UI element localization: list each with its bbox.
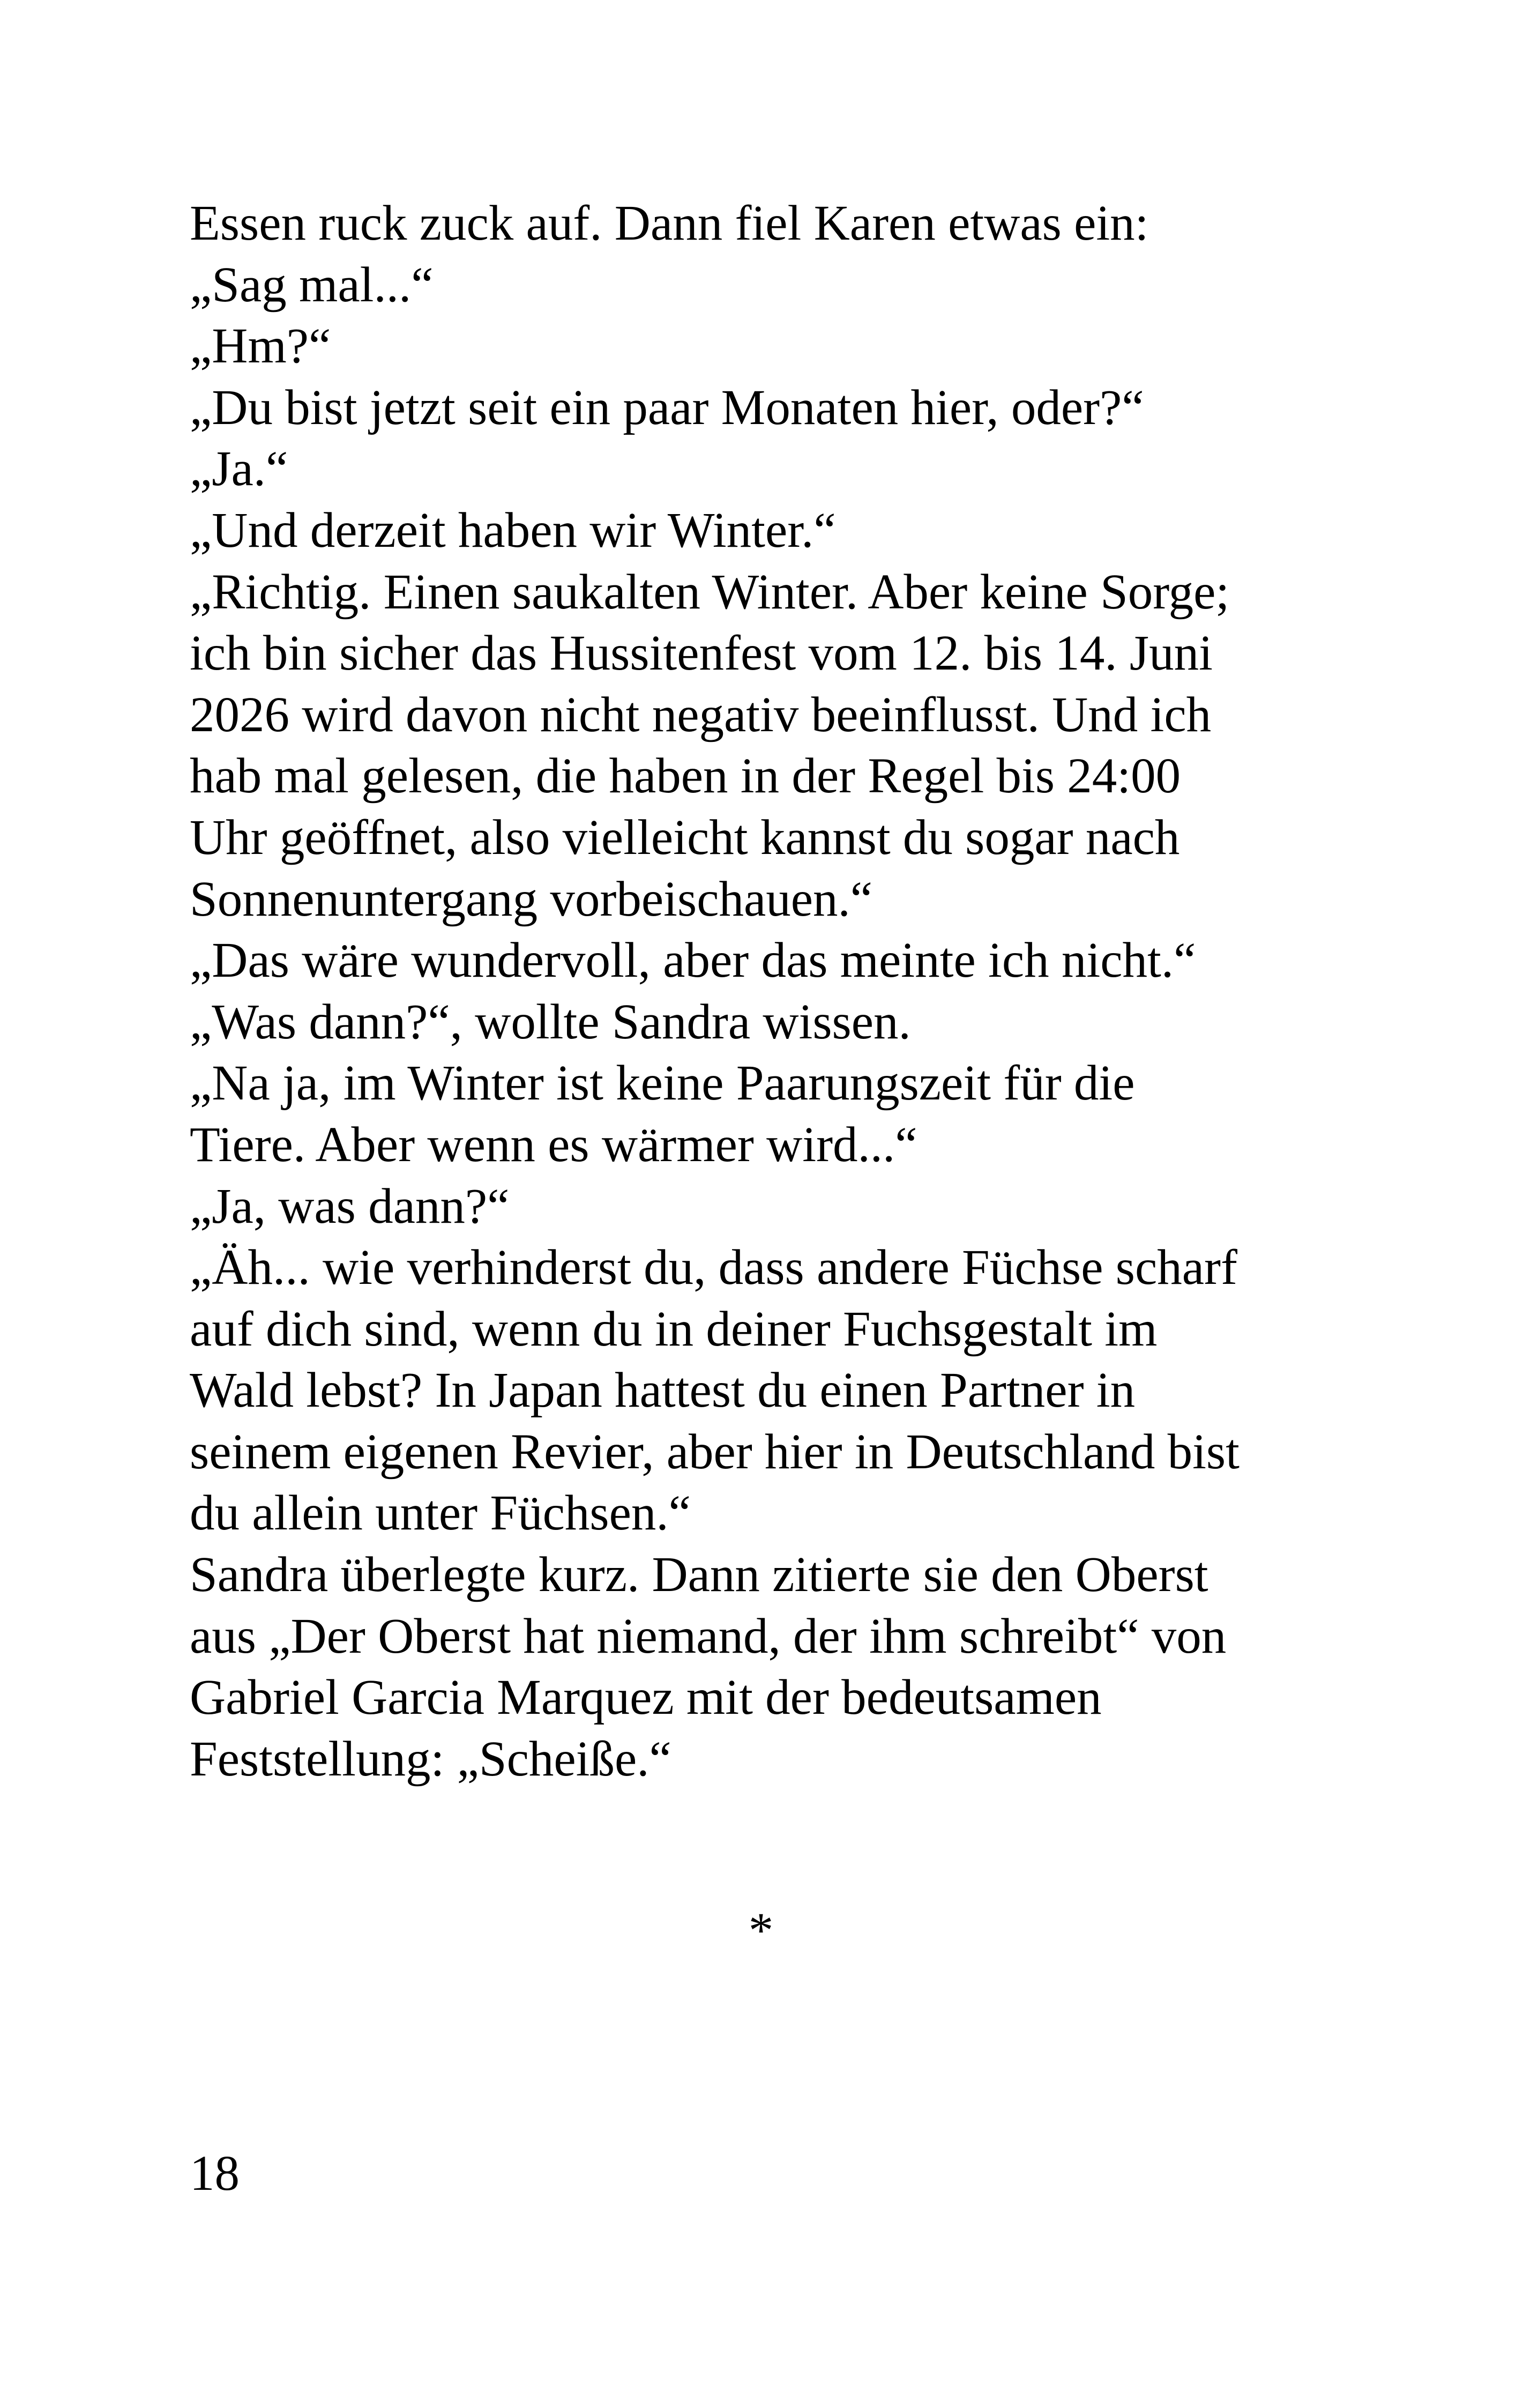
section-separator: * bbox=[748, 1903, 774, 1958]
text-line: 2026 wird davon nicht negativ beeinflusst. Und ich bbox=[190, 687, 1212, 742]
text-line: ich bin sicher das Hussitenfest vom 12. bis 14. Juni bbox=[190, 626, 1213, 681]
text-line: Uhr geöffnet, also vielleicht kannst du sogar nach bbox=[190, 809, 1180, 865]
text-line: „Richtig. Einen saukalten Winter. Aber keine Sorge; bbox=[190, 564, 1230, 620]
text-line: hab mal gelesen, die haben in der Regel bis 24:00 bbox=[190, 748, 1181, 804]
text-line: „Sag mal...“ bbox=[190, 257, 434, 313]
text-line: „Was dann?“, wollte Sandra wissen. bbox=[190, 994, 911, 1050]
text-line: aus „Der Oberst hat niemand, der ihm schreibt“ von bbox=[190, 1608, 1227, 1664]
body-text bbox=[190, 193, 1363, 1790]
text-line: Tiere. Aber wenn es wärmer wird...“ bbox=[190, 1117, 917, 1172]
text-line: Sandra überlegte kurz. Dann zitierte sie den Oberst bbox=[190, 1547, 1208, 1603]
text-line: auf dich sind, wenn du in deiner Fuchsgestalt im bbox=[190, 1301, 1158, 1357]
text-line: „Na ja, im Winter ist keine Paarungszeit für die bbox=[190, 1056, 1135, 1111]
page-number: 18 bbox=[190, 2146, 240, 2201]
text-line: „Äh... wie verhinderst du, dass andere Füchse scharf bbox=[190, 1240, 1237, 1296]
text-line: „Und derzeit haben wir Winter.“ bbox=[190, 502, 836, 558]
text-line: Feststellung: „Scheiße.“ bbox=[190, 1731, 671, 1787]
text-line: du allein unter Füchsen.“ bbox=[190, 1485, 691, 1541]
text-line: Essen ruck zuck auf. Dann fiel Karen etwas ein: bbox=[190, 196, 1149, 251]
text-line: „Das wäre wundervoll, aber das meinte ich nicht.“ bbox=[190, 933, 1196, 989]
text-line: Sonnenuntergang vorbeischauen.“ bbox=[190, 871, 873, 927]
text-line: „Ja.“ bbox=[190, 441, 288, 497]
text-line: „Du bist jetzt seit ein paar Monaten hier, oder?“ bbox=[190, 380, 1144, 435]
text-line: Wald lebst? In Japan hattest du einen Partner in bbox=[190, 1363, 1136, 1418]
text-line: Gabriel Garcia Marquez mit der bedeutsamen bbox=[190, 1670, 1102, 1726]
text-line: seinem eigenen Revier, aber hier in Deutschland bist bbox=[190, 1424, 1240, 1480]
text-line: „Ja, was dann?“ bbox=[190, 1178, 510, 1234]
text-line: „Hm?“ bbox=[190, 318, 331, 374]
